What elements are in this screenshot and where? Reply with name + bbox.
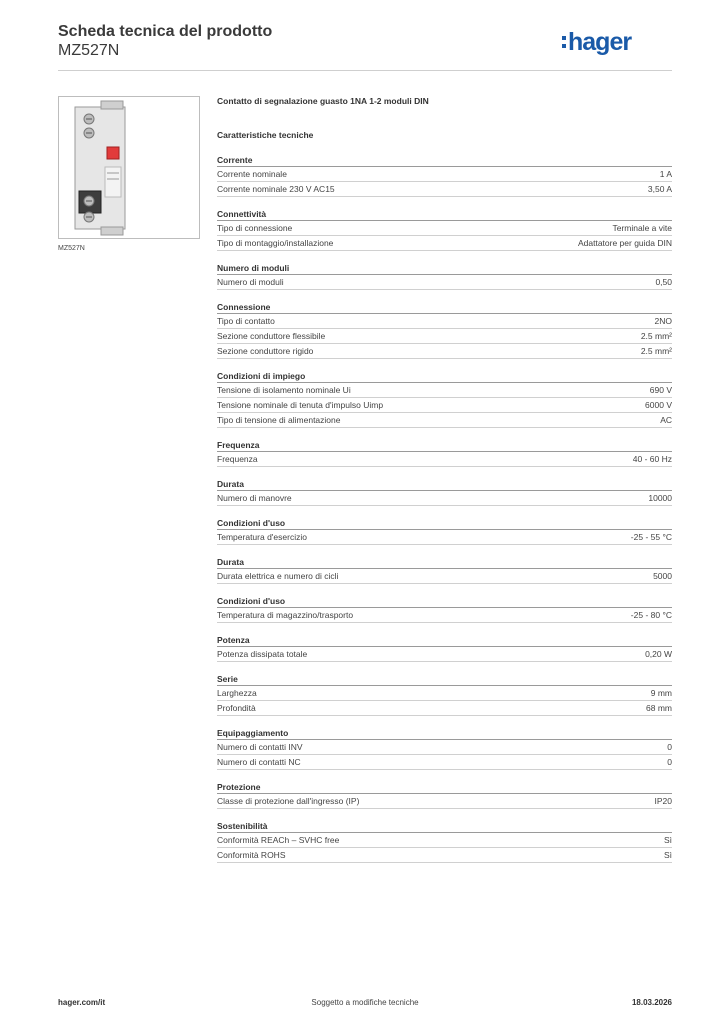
spec-label: Numero di manovre bbox=[217, 493, 292, 503]
image-caption: MZ527N bbox=[58, 245, 85, 252]
spec-value: 2NO bbox=[654, 316, 672, 326]
spec-row bbox=[217, 833, 672, 848]
product-image bbox=[58, 96, 200, 239]
hager-logo bbox=[562, 28, 672, 56]
spec-value: -25 - 80 °C bbox=[630, 610, 672, 620]
spec-row bbox=[217, 701, 672, 716]
spec-group bbox=[217, 262, 672, 290]
spec-row bbox=[217, 167, 672, 182]
spec-value: IP20 bbox=[654, 796, 672, 806]
spec-row bbox=[217, 530, 672, 545]
spec-value: 6000 V bbox=[645, 400, 672, 410]
spec-row bbox=[217, 398, 672, 413]
header-divider bbox=[58, 70, 672, 71]
spec-group-title: Equipaggiamento bbox=[217, 727, 672, 740]
spec-label: Potenza dissipata totale bbox=[217, 649, 308, 659]
spec-group bbox=[217, 781, 672, 809]
spec-row bbox=[217, 755, 672, 770]
spec-value: 10000 bbox=[648, 493, 672, 503]
spec-value: Terminale a vite bbox=[612, 223, 672, 233]
document-header bbox=[58, 22, 672, 60]
spec-row bbox=[217, 740, 672, 755]
spec-label: Sezione conduttore rigido bbox=[217, 346, 314, 356]
spec-group bbox=[217, 154, 672, 197]
spec-group bbox=[217, 820, 672, 863]
spec-row bbox=[217, 686, 672, 701]
spec-label: Profondità bbox=[217, 703, 256, 713]
spec-group-title: Serie bbox=[217, 673, 672, 686]
spec-label: Tensione nominale di tenuta d'impulso Uimp bbox=[217, 400, 384, 410]
spec-label: Tensione di isolamento nominale Ui bbox=[217, 385, 351, 395]
spec-label: Sezione conduttore flessibile bbox=[217, 331, 326, 341]
spec-value: Sì bbox=[663, 850, 672, 860]
spec-label: Tipo di connessione bbox=[217, 223, 293, 233]
spec-label: Larghezza bbox=[217, 688, 257, 698]
spec-label: Conformità REACh – SVHC free bbox=[217, 835, 340, 845]
spec-groups bbox=[217, 154, 672, 863]
spec-group bbox=[217, 634, 672, 662]
spec-row bbox=[217, 608, 672, 623]
spec-label: Tipo di montaggio/installazione bbox=[217, 238, 334, 248]
spec-group bbox=[217, 301, 672, 359]
spec-value: 0,20 W bbox=[645, 649, 672, 659]
footer-notice: Soggetto a modifiche tecniche bbox=[311, 998, 419, 1007]
spec-row bbox=[217, 413, 672, 428]
logo-text: hager bbox=[568, 28, 632, 56]
spec-label: Corrente nominale 230 V AC15 bbox=[217, 184, 335, 194]
spec-group-title: Condizioni d'uso bbox=[217, 517, 672, 530]
spec-label: Tipo di contatto bbox=[217, 316, 275, 326]
spec-row bbox=[217, 236, 672, 251]
spec-label: Frequenza bbox=[217, 454, 258, 464]
spec-label: Tipo di tensione di alimentazione bbox=[217, 415, 341, 425]
spec-group bbox=[217, 439, 672, 467]
spec-group-title: Durata bbox=[217, 556, 672, 569]
spec-group-title: Corrente bbox=[217, 154, 672, 167]
spec-value: AC bbox=[660, 415, 672, 425]
spec-content bbox=[217, 96, 672, 874]
section-heading: Caratteristiche tecniche bbox=[217, 130, 314, 140]
product-description: Contatto di segnalazione guasto 1NA 1-2 moduli DIN bbox=[217, 96, 429, 106]
spec-group bbox=[217, 595, 672, 623]
spec-row bbox=[217, 329, 672, 344]
spec-label: Numero di contatti NC bbox=[217, 757, 301, 767]
spec-group-title: Connettività bbox=[217, 208, 672, 221]
product-illustration bbox=[59, 97, 199, 238]
spec-group-title: Connessione bbox=[217, 301, 672, 314]
spec-label: Conformità ROHS bbox=[217, 850, 286, 860]
spec-group-title: Durata bbox=[217, 478, 672, 491]
spec-group-title: Condizioni d'uso bbox=[217, 595, 672, 608]
spec-group bbox=[217, 478, 672, 506]
spec-value: 68 mm bbox=[646, 703, 672, 713]
spec-label: Temperatura di magazzino/trasporto bbox=[217, 610, 354, 620]
document-title: Scheda tecnica del prodotto bbox=[58, 23, 273, 40]
spec-value: 5000 bbox=[653, 571, 672, 581]
spec-value: 1 A bbox=[659, 169, 672, 179]
product-code: MZ527N bbox=[58, 42, 120, 59]
spec-group bbox=[217, 370, 672, 428]
spec-group bbox=[217, 727, 672, 770]
spec-value: 2.5 mm² bbox=[640, 331, 672, 341]
spec-value: Sì bbox=[663, 835, 672, 845]
spec-group-title: Numero di moduli bbox=[217, 262, 672, 275]
spec-row bbox=[217, 221, 672, 236]
spec-group-title: Protezione bbox=[217, 781, 672, 794]
spec-group bbox=[217, 673, 672, 716]
spec-row bbox=[217, 794, 672, 809]
spec-value: 0 bbox=[667, 742, 672, 752]
spec-row bbox=[217, 848, 672, 863]
spec-group-title: Frequenza bbox=[217, 439, 672, 452]
spec-value: 0,50 bbox=[655, 277, 672, 287]
spec-group bbox=[217, 556, 672, 584]
spec-group-title: Condizioni di impiego bbox=[217, 370, 672, 383]
spec-value: 2.5 mm² bbox=[640, 346, 672, 356]
spec-label: Numero di moduli bbox=[217, 277, 284, 287]
spec-label: Numero di contatti INV bbox=[217, 742, 303, 752]
spec-value: -25 - 55 °C bbox=[630, 532, 672, 542]
spec-row bbox=[217, 491, 672, 506]
spec-group-title: Sostenibilità bbox=[217, 820, 672, 833]
spec-value: 690 V bbox=[649, 385, 672, 395]
spec-value: 9 mm bbox=[650, 688, 672, 698]
spec-label: Corrente nominale bbox=[217, 169, 287, 179]
spec-label: Durata elettrica e numero di cicli bbox=[217, 571, 339, 581]
spec-row bbox=[217, 275, 672, 290]
spec-row bbox=[217, 344, 672, 359]
spec-row bbox=[217, 647, 672, 662]
footer-date: 18.03.2026 bbox=[631, 998, 672, 1007]
spec-group-title: Potenza bbox=[217, 634, 672, 647]
spec-label: Temperatura d'esercizio bbox=[217, 532, 307, 542]
spec-value: Adattatore per guida DIN bbox=[577, 238, 672, 248]
spec-group bbox=[217, 208, 672, 251]
spec-group bbox=[217, 517, 672, 545]
spec-row bbox=[217, 383, 672, 398]
spec-label: Classe di protezione dall'ingresso (IP) bbox=[217, 796, 360, 806]
footer-website: hager.com/it bbox=[58, 998, 106, 1007]
spec-row bbox=[217, 452, 672, 467]
spec-row bbox=[217, 569, 672, 584]
spec-row bbox=[217, 314, 672, 329]
spec-value: 3,50 A bbox=[647, 184, 672, 194]
spec-value: 40 - 60 Hz bbox=[632, 454, 672, 464]
spec-row bbox=[217, 182, 672, 197]
spec-value: 0 bbox=[667, 757, 672, 767]
